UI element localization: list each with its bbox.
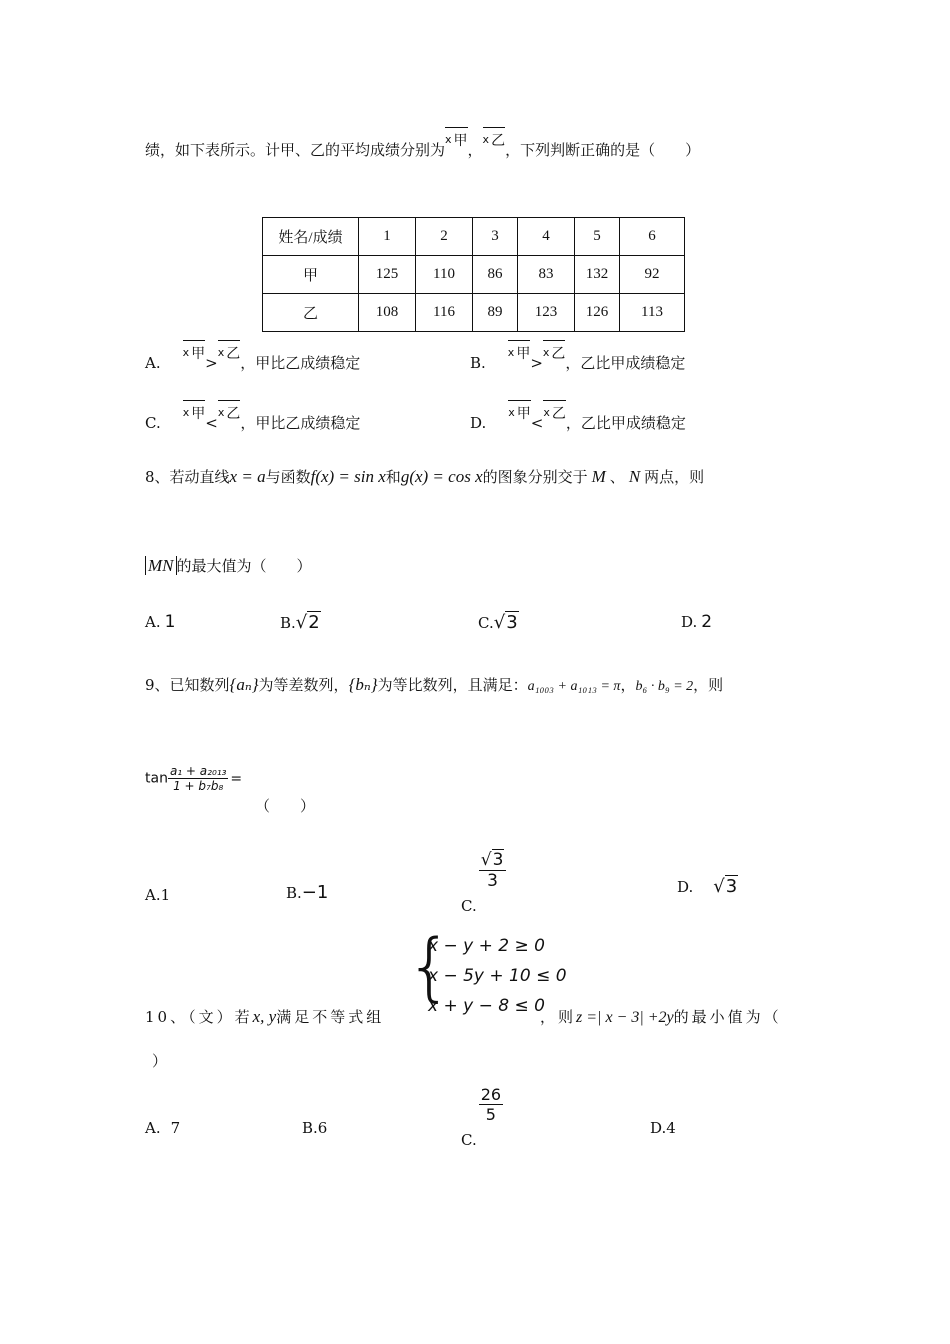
- table-row: 乙 108 116 89 123 126 113: [263, 294, 685, 332]
- q9-option-c[interactable]: C. $\frac{√3}{3}$: [461, 850, 506, 891]
- q8-option-a[interactable]: A. 1: [145, 612, 176, 632]
- q9-option-d[interactable]: D. √3: [677, 876, 738, 897]
- q10-option-c[interactable]: C. $\frac{26}{5}$: [461, 1085, 502, 1149]
- condition-b: b₆ · b₉ = 2: [635, 679, 694, 694]
- condition-a: a₁₀₀₃ + a₁₀₁₃ = π: [527, 679, 621, 694]
- q8-option-d[interactable]: D. 2: [681, 612, 713, 632]
- line-equation: x = a: [229, 467, 266, 486]
- left-brace-icon: {: [406, 924, 454, 1010]
- vars: x, y: [252, 1007, 277, 1026]
- q8-option-c[interactable]: C.√3: [478, 612, 518, 633]
- q7-option-b[interactable]: B.x 甲>x 乙，乙比甲成绩稳定: [470, 350, 685, 373]
- q8-option-b[interactable]: B.√2: [280, 612, 320, 633]
- q9-expression: tan $\frac{\text{a₁ + a₂₀₁₃}}{\text{1 + b₇b₈}}$ =: [145, 764, 243, 793]
- q8-stem-2: MN 的最大值为（ ）: [145, 555, 312, 576]
- q8-stem: 8、若动直线x = a与函数f(x) = sin x和g(x) = cos x的图象分别交于 M 、 N 两点，则: [145, 467, 705, 486]
- q9-paren: （ ）: [255, 797, 316, 815]
- q7-option-d[interactable]: D.x 甲<x 乙，乙比甲成绩稳定: [470, 410, 686, 433]
- q7-intro: 绩，如下表所示。计甲、乙的平均成绩分别为x 甲，x 乙，下列判断正确的是（ ）: [145, 137, 700, 160]
- sequence-a: {aₙ}: [229, 675, 259, 694]
- q9-stem: 9、已知数列{aₙ}为等差数列，{bₙ}为等比数列，且满足：a₁₀₀₃ + a₁₀₁₃ = π，b₆ · b₉ = 2，则: [145, 675, 724, 694]
- sequence-b: {bₙ}: [348, 675, 378, 694]
- scores-table: [262, 217, 685, 332]
- q10-option-d[interactable]: D.4: [650, 1119, 676, 1137]
- mean-yi: x 乙: [483, 127, 506, 150]
- sqrt-3: √3: [493, 612, 518, 633]
- f-equation: f(x) = sin x: [310, 467, 386, 486]
- abs-mn: MN: [145, 556, 177, 575]
- q9-option-b[interactable]: B.−1: [286, 882, 329, 903]
- q9-option-a[interactable]: A.1: [145, 886, 171, 904]
- mean-jia: x 甲: [445, 127, 468, 150]
- table-header-row: 姓名/成绩 1 2 3 4 5 6: [263, 218, 685, 256]
- q10-stem: 10、（文）若x, y满足不等式组: [145, 1007, 385, 1026]
- q7-option-c[interactable]: C.x 甲<x 乙，甲比乙成绩稳定: [145, 410, 360, 433]
- table-row: 甲 125 110 86 83 132 92: [263, 256, 685, 294]
- q10-stem-2: ，则z =| x − 3| +2y的最小值为（: [540, 1008, 782, 1026]
- sqrt-2: √2: [295, 612, 320, 633]
- g-equation: g(x) = cos x: [400, 467, 483, 486]
- q10-option-b[interactable]: B.6: [302, 1119, 328, 1137]
- q7-option-a[interactable]: A.x 甲>x 乙，甲比乙成绩稳定: [145, 350, 360, 373]
- q10-close: ）: [152, 1052, 168, 1070]
- q10-option-a[interactable]: A. 7: [145, 1119, 181, 1137]
- sqrt-3: √3: [713, 876, 738, 897]
- z-equation: z =| x − 3| +2y: [576, 1009, 674, 1026]
